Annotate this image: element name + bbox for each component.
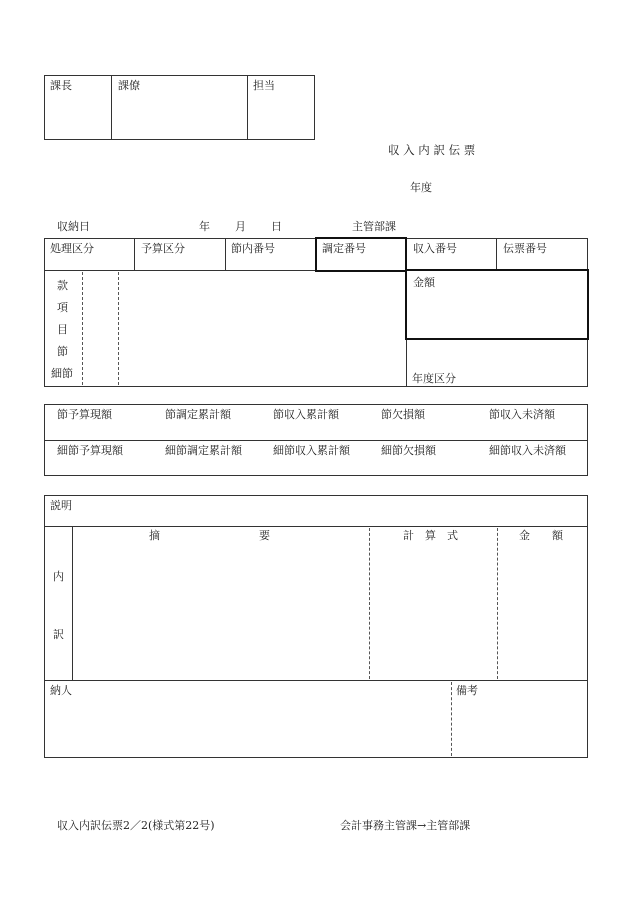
summary-cell: 細節収入累計額 xyxy=(273,444,350,457)
summary-cell: 細節欠損額 xyxy=(381,444,436,457)
summary-cell: 節収入未済額 xyxy=(489,408,555,421)
setsumei-divider xyxy=(44,526,588,527)
shunyu-bango-label: 収入番号 xyxy=(413,242,457,255)
classification-dash xyxy=(82,272,83,385)
hi-label: 日 xyxy=(271,220,282,233)
wake-label: 訳 xyxy=(53,628,64,641)
summary-cell: 細節収入未済額 xyxy=(489,444,566,457)
approval-divider xyxy=(247,75,248,140)
ko-label: 項 xyxy=(57,301,68,314)
nonin-label: 納人 xyxy=(50,684,72,697)
row1-divider xyxy=(225,238,226,270)
shori-kubun-label: 処理区分 xyxy=(50,242,94,255)
routing-note: 会計事務主管課→主管部課 xyxy=(340,819,471,832)
form-name: 収入内訳伝票2／2(様式第22号) xyxy=(57,819,215,832)
kacho-label: 課長 xyxy=(50,79,72,92)
summary-cell: 節収入累計額 xyxy=(273,408,339,421)
kingaku-dash xyxy=(497,528,498,679)
approval-divider xyxy=(111,75,112,140)
moku-label: 目 xyxy=(57,323,68,336)
classification-dash xyxy=(118,272,119,385)
uchiwake-bottom xyxy=(44,680,588,681)
summary-cell: 細節予算現額 xyxy=(57,444,123,457)
row1-divider xyxy=(496,238,497,270)
summary-cell: 節欠損額 xyxy=(381,408,425,421)
denpyo-bango-label: 伝票番号 xyxy=(503,242,547,255)
nen-label: 年 xyxy=(199,220,210,233)
kaho-label: 課僚 xyxy=(118,79,140,92)
biko-dash xyxy=(451,682,452,756)
tekiyo-header: 摘 要 xyxy=(149,529,270,542)
shukan-bu-label: 主管部課 xyxy=(352,220,396,233)
row1-divider xyxy=(134,238,135,270)
keisanshiki-header: 計 算 式 xyxy=(403,529,458,542)
yosan-kubun-label: 予算区分 xyxy=(141,242,185,255)
nendo-label: 年度 xyxy=(410,181,432,194)
uchi-label: 内 xyxy=(53,570,64,583)
nendo-kubun-label: 年度区分 xyxy=(412,372,456,385)
setsunai-bango-label: 節内番号 xyxy=(231,242,275,255)
summary-divider xyxy=(44,440,588,441)
shuno-bi-label: 収納日 xyxy=(57,220,90,233)
setsumei-label: 説明 xyxy=(50,499,72,512)
tanto-label: 担当 xyxy=(253,79,275,92)
keisanshiki-dash xyxy=(369,528,370,679)
form-title: 収 入 内 訳 伝 票 xyxy=(388,143,476,157)
biko-label: 備考 xyxy=(456,684,478,697)
setsu-label: 節 xyxy=(57,345,68,358)
kingaku-label: 金額 xyxy=(413,276,435,289)
details-block xyxy=(44,495,588,758)
kingaku-header: 金 額 xyxy=(519,529,563,542)
uchiwake-divider xyxy=(72,526,73,680)
chotei-bango-label: 調定番号 xyxy=(322,242,366,255)
saisetsu-label: 細節 xyxy=(51,367,73,380)
summary-cell: 節調定累計額 xyxy=(165,408,231,421)
tsuki-label: 月 xyxy=(235,220,246,233)
kan-label: 款 xyxy=(57,279,68,292)
summary-cell: 節予算現額 xyxy=(57,408,112,421)
summary-cell: 細節調定累計額 xyxy=(165,444,242,457)
